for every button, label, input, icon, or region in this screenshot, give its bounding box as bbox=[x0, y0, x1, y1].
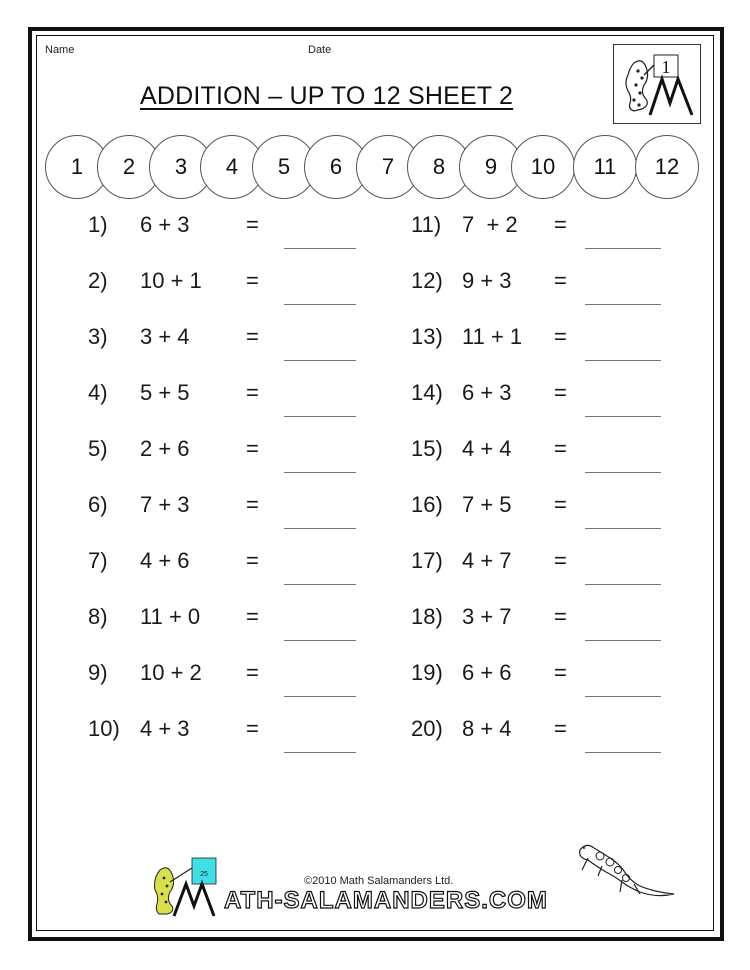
problem-number: 13) bbox=[411, 324, 443, 349]
salamander-logo-icon bbox=[613, 44, 701, 124]
answer-blank[interactable] bbox=[585, 416, 661, 417]
equals-sign: = bbox=[554, 212, 567, 237]
answer-blank[interactable] bbox=[284, 416, 356, 417]
equals-sign: = bbox=[246, 492, 259, 517]
equals-sign: = bbox=[554, 548, 567, 573]
problem-number: 11) bbox=[411, 212, 442, 237]
equals-sign: = bbox=[246, 604, 259, 629]
problem-expression: 11 + 0 bbox=[140, 604, 201, 629]
number-circle: 5 bbox=[252, 135, 316, 199]
problem-number: 7) bbox=[88, 548, 108, 573]
name-label: Name bbox=[45, 44, 75, 56]
problem-expression: 4 + 6 bbox=[140, 548, 190, 573]
answer-blank[interactable] bbox=[585, 472, 661, 473]
problem-expression: 2 + 6 bbox=[140, 436, 190, 461]
equals-sign: = bbox=[554, 604, 567, 629]
copyright-text: ©2010 Math Salamanders Ltd. bbox=[304, 875, 454, 887]
equals-sign: = bbox=[246, 212, 259, 237]
answer-blank[interactable] bbox=[585, 584, 661, 585]
equals-sign: = bbox=[246, 268, 259, 293]
svg-text:1: 1 bbox=[661, 57, 671, 77]
equals-sign: = bbox=[246, 548, 259, 573]
problem-expression: 7 + 3 bbox=[140, 492, 190, 517]
number-circle: 8 bbox=[407, 135, 471, 199]
equals-sign: = bbox=[554, 492, 567, 517]
salamander-teacher-logo-icon bbox=[152, 856, 224, 918]
number-circle: 6 bbox=[304, 135, 368, 199]
problem-expression: 6 + 3 bbox=[462, 380, 512, 405]
problem-expression: 8 + 4 bbox=[462, 716, 512, 741]
svg-text:25: 25 bbox=[200, 871, 208, 878]
answer-blank[interactable] bbox=[284, 528, 356, 529]
problem-expression: 6 + 3 bbox=[140, 212, 190, 237]
problem-expression: 4 + 7 bbox=[462, 548, 512, 573]
answer-blank[interactable] bbox=[284, 304, 356, 305]
answer-blank[interactable] bbox=[585, 248, 661, 249]
problem-expression: 3 + 4 bbox=[140, 324, 190, 349]
answer-blank[interactable] bbox=[284, 248, 356, 249]
answer-blank[interactable] bbox=[284, 472, 356, 473]
equals-sign: = bbox=[246, 660, 259, 685]
problem-number: 8) bbox=[88, 604, 108, 629]
problem-expression: 3 + 7 bbox=[462, 604, 512, 629]
equals-sign: = bbox=[554, 324, 567, 349]
problem-expression: 11 + 1 bbox=[462, 324, 523, 349]
problem-number: 3) bbox=[88, 324, 108, 349]
problem-number: 16) bbox=[411, 492, 443, 517]
equals-sign: = bbox=[554, 268, 567, 293]
answer-blank[interactable] bbox=[284, 696, 356, 697]
answer-blank[interactable] bbox=[585, 528, 661, 529]
problem-expression: 4 + 4 bbox=[462, 436, 512, 461]
problem-expression: 5 + 5 bbox=[140, 380, 190, 405]
number-circle: 12 bbox=[635, 135, 699, 199]
answer-blank[interactable] bbox=[585, 752, 661, 753]
problem-number: 18) bbox=[411, 604, 443, 629]
number-circle: 2 bbox=[97, 135, 161, 199]
problem-expression: 7 + 5 bbox=[462, 492, 512, 517]
problem-number: 17) bbox=[411, 548, 443, 573]
number-circle: 7 bbox=[356, 135, 420, 199]
problem-expression: 7 + 2 bbox=[462, 212, 518, 237]
number-circle: 4 bbox=[200, 135, 264, 199]
equals-sign: = bbox=[246, 324, 259, 349]
number-circle: 3 bbox=[149, 135, 213, 199]
problem-number: 10) bbox=[88, 716, 120, 741]
answer-blank[interactable] bbox=[585, 640, 661, 641]
salamander-icon bbox=[572, 840, 682, 904]
problem-number: 14) bbox=[411, 380, 443, 405]
problem-number: 4) bbox=[88, 380, 108, 405]
equals-sign: = bbox=[554, 380, 567, 405]
problem-number: 9) bbox=[88, 660, 108, 685]
equals-sign: = bbox=[246, 716, 259, 741]
date-label: Date bbox=[308, 44, 332, 56]
equals-sign: = bbox=[246, 436, 259, 461]
problem-expression: 10 + 1 bbox=[140, 268, 202, 293]
problem-expression: 4 + 3 bbox=[140, 716, 190, 741]
number-circle: 9 bbox=[459, 135, 523, 199]
equals-sign: = bbox=[554, 716, 567, 741]
answer-blank[interactable] bbox=[585, 360, 661, 361]
equals-sign: = bbox=[246, 380, 259, 405]
problem-number: 1) bbox=[88, 212, 108, 237]
problem-number: 20) bbox=[411, 716, 443, 741]
answer-blank[interactable] bbox=[585, 696, 661, 697]
answer-blank[interactable] bbox=[284, 640, 356, 641]
problem-expression: 6 + 6 bbox=[462, 660, 512, 685]
equals-sign: = bbox=[554, 436, 567, 461]
number-circle: 11 bbox=[573, 135, 637, 199]
number-circle: 10 bbox=[511, 135, 575, 199]
equals-sign: = bbox=[554, 660, 567, 685]
answer-blank[interactable] bbox=[284, 360, 356, 361]
problem-expression: 9 + 3 bbox=[462, 268, 512, 293]
problem-number: 6) bbox=[88, 492, 108, 517]
problem-number: 5) bbox=[88, 436, 108, 461]
number-circle: 1 bbox=[45, 135, 109, 199]
page-title: ADDITION – UP TO 12 SHEET 2 bbox=[140, 82, 514, 110]
problem-number: 2) bbox=[88, 268, 108, 293]
problem-number: 19) bbox=[411, 660, 443, 685]
site-logo-text: ATH-SALAMANDERS.COM bbox=[224, 887, 548, 914]
answer-blank[interactable] bbox=[284, 584, 356, 585]
problem-number: 15) bbox=[411, 436, 443, 461]
answer-blank[interactable] bbox=[284, 752, 356, 753]
answer-blank[interactable] bbox=[585, 304, 661, 305]
number-line bbox=[45, 135, 700, 197]
problem-expression: 10 + 2 bbox=[140, 660, 202, 685]
problem-number: 12) bbox=[411, 268, 443, 293]
